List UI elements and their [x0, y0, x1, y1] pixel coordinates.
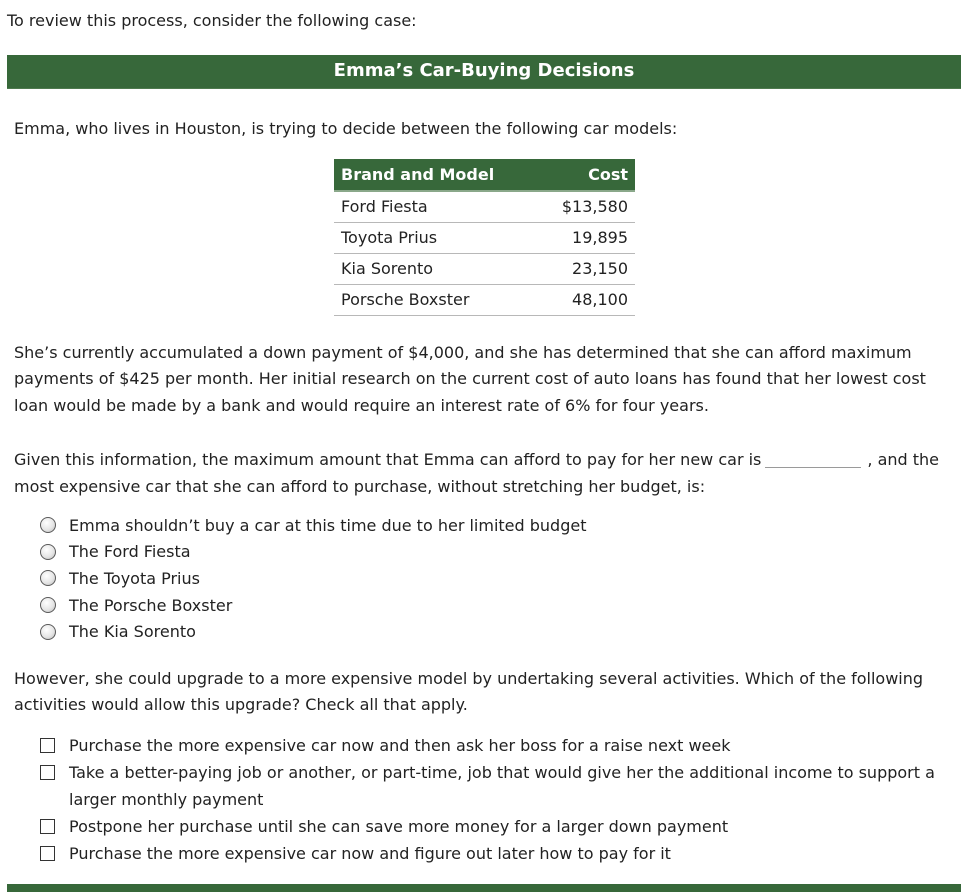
radio-option-label: Emma shouldn’t buy a car at this time due to her limited budget [69, 515, 587, 535]
upgrade-checkbox-group [40, 732, 959, 867]
checkbox[interactable] [40, 846, 55, 861]
radio-option-label: The Toyota Prius [69, 568, 200, 588]
column-header-model: Brand and Model [334, 159, 537, 191]
checkbox[interactable] [40, 738, 55, 753]
car-choice-radio-group [40, 512, 959, 645]
column-header-cost: Cost [537, 159, 635, 191]
car-models-table [334, 159, 635, 316]
model-cell: Porsche Boxster [334, 284, 537, 315]
radio-button[interactable] [40, 544, 56, 560]
radio-option[interactable] [40, 539, 959, 566]
table-row [334, 222, 635, 253]
checkbox-option-label: Purchase the more expensive car now and figure out later how to pay for it [69, 843, 671, 863]
radio-option[interactable] [40, 512, 959, 539]
checkbox-option-label: Take a better-paying job or another, or part-time, job that would give her the additional income to support a larger monthly payment [69, 762, 935, 809]
footer-bar [7, 884, 961, 892]
down-payment-paragraph: She’s currently accumulated a down payment of $4,000, and she has determined that she can afford maximum payments of $425 per month. Her initial research on the current cost of auto loans has found that her lowest cost loan would be made by a bank and would require an interest rate of 6% for four years. [14, 342, 926, 415]
model-cell: Toyota Prius [334, 222, 537, 253]
radio-option-label: The Kia Sorento [69, 622, 196, 642]
checkbox-option[interactable] [40, 759, 959, 813]
case-content [14, 116, 959, 867]
question-text-after: , and the most expensive car that she can afford to purchase, without stretching her budget, is: [14, 450, 940, 496]
checkbox[interactable] [40, 819, 55, 834]
cost-cell: 23,150 [537, 253, 635, 284]
radio-option-label: The Porsche Boxster [69, 595, 233, 615]
radio-option[interactable] [40, 565, 959, 592]
table-header-row [334, 159, 635, 191]
checkbox-option-label: Postpone her purchase until she can save more money for a larger down payment [69, 816, 729, 836]
case-title: Emma’s Car-Buying Decisions [333, 60, 635, 81]
checkbox-option[interactable] [40, 840, 959, 867]
cost-cell: 48,100 [537, 284, 635, 315]
intro-paragraph: Emma, who lives in Houston, is trying to decide between the following car models: [14, 119, 678, 138]
table-row [334, 253, 635, 284]
intro-text: To review this process, consider the following case: [7, 11, 417, 30]
radio-option-label: The Ford Fiesta [69, 542, 191, 562]
radio-option[interactable] [40, 618, 959, 645]
radio-button[interactable] [40, 624, 56, 640]
checkbox-option-label: Purchase the more expensive car now and then ask her boss for a raise next week [69, 735, 731, 755]
question-text-before: Given this information, the maximum amount that Emma can afford to pay for her new car is [14, 450, 762, 469]
question-paragraph [14, 447, 959, 500]
cost-cell: $13,580 [537, 191, 635, 223]
checkbox-option[interactable] [40, 813, 959, 840]
model-cell: Kia Sorento [334, 253, 537, 284]
radio-button[interactable] [40, 517, 56, 533]
cost-cell: 19,895 [537, 222, 635, 253]
checkbox[interactable] [40, 765, 55, 780]
max-amount-dropdown[interactable] [765, 453, 861, 468]
radio-option[interactable] [40, 592, 959, 619]
table-row [334, 284, 635, 315]
checkbox-option[interactable] [40, 732, 959, 759]
upgrade-paragraph: However, she could upgrade to a more expensive model by undertaking several activities. Which of the following activities would allow this upgrade? Check all that apply. [14, 668, 924, 715]
table-row [334, 191, 635, 223]
model-cell: Ford Fiesta [334, 191, 537, 223]
case-title-bar [7, 55, 961, 89]
radio-button[interactable] [40, 597, 56, 613]
radio-button[interactable] [40, 570, 56, 586]
